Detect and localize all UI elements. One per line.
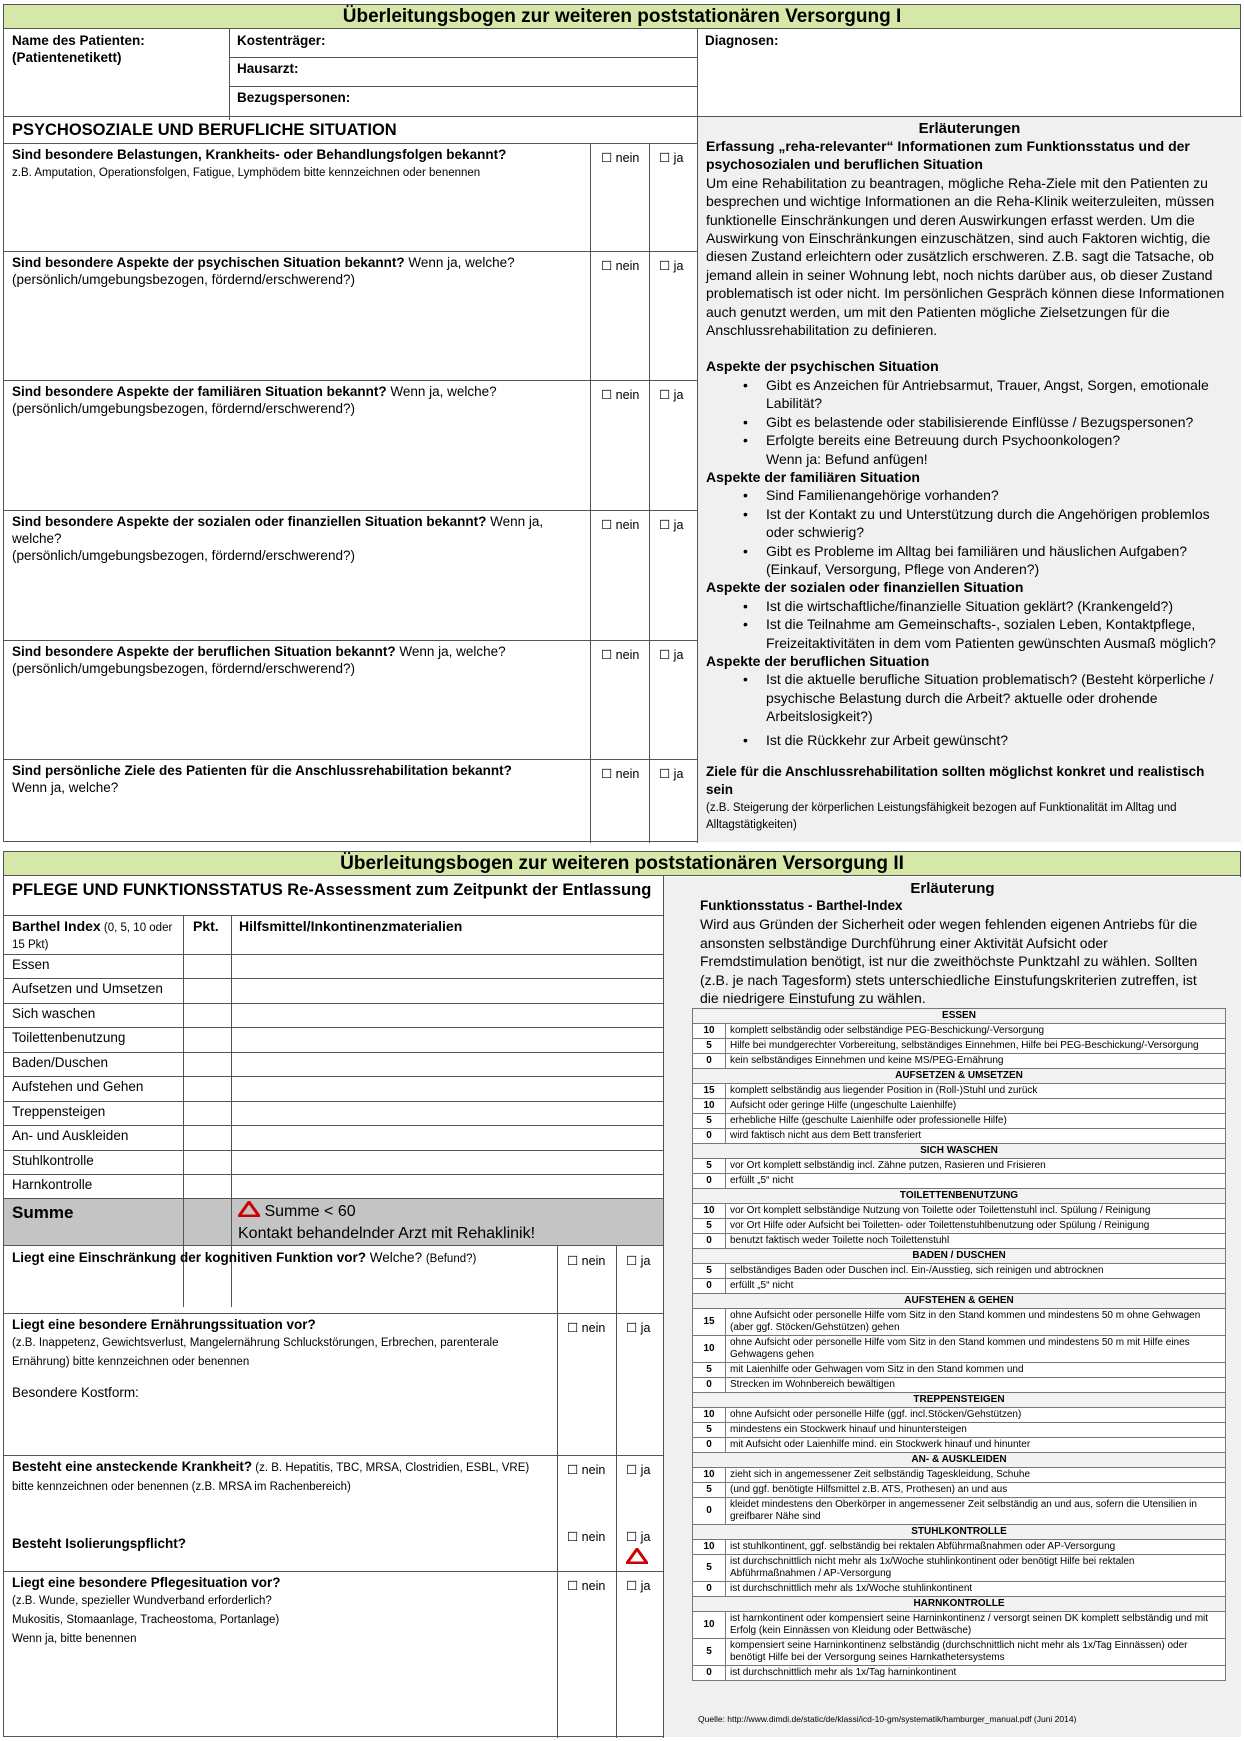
barthel-header: Barthel Index (0, 5, 10 oder 15 Pkt): [12, 918, 173, 951]
description-cell: vor Ort komplett selbständig incl. Zähne putzen, Rasieren und Frisieren: [726, 1159, 1226, 1174]
soz-list: [706, 597, 1233, 652]
points-cell: 10: [693, 1540, 726, 1555]
points-cell: 0: [693, 1279, 726, 1294]
description-cell: ist durchschnittlich nicht mehr als 1x/Woche stuhlinkontinent oder benötigt Hilfe bei rektalen Abführmaßnahmen / AP-Versorgung: [726, 1555, 1226, 1582]
points-cell: 5: [693, 1639, 726, 1666]
summe-label: Summe: [12, 1203, 74, 1222]
barthel-row-waschen: Sich waschen: [12, 1006, 96, 1021]
description-cell: ohne Aufsicht oder personelle Hilfe (ggf. incl.Stöcken/Gehstützen): [726, 1408, 1226, 1423]
list-item: • Erfolgte bereits eine Betreuung durch Psychoonkologen?: [706, 431, 1233, 449]
erlaeuterung-title: Erläuterung: [910, 880, 995, 897]
barthel-row-aufsetzen: Aufsetzen und Umsetzen: [12, 981, 163, 996]
points-cell: 0: [693, 1438, 726, 1453]
description-cell: zieht sich in angemessener Zeit selbständig Tageskleidung, Schuhe: [726, 1468, 1226, 1483]
barthel-row-ankleiden: An- und Auskleiden: [12, 1128, 129, 1143]
table-row: [693, 1309, 1226, 1336]
erlaeuterungen-panel: [698, 117, 1241, 842]
barthel-row-harn: Harnkontrolle: [12, 1177, 93, 1192]
table-row: [693, 1639, 1226, 1666]
points-cell: 10: [693, 1408, 726, 1423]
points-cell: 0: [693, 1174, 726, 1189]
section-heading-cell: HARNKONTROLLE: [693, 1597, 1226, 1612]
list-item: • Ist die wirtschaftliche/finanzielle Situation geklärt? (Krankengeld?): [706, 597, 1233, 615]
section-heading-cell: ESSEN: [693, 1009, 1226, 1024]
section-heading-cell: BADEN / DUSCHEN: [693, 1249, 1226, 1264]
points-cell: 0: [693, 1498, 726, 1525]
table-row: [693, 1612, 1226, 1639]
barthel-row-essen: Essen: [12, 957, 50, 972]
points-cell: 5: [693, 1159, 726, 1174]
checkbox-nein-5[interactable]: ☐ nein: [601, 648, 640, 662]
description-cell: erfüllt „5“ nicht: [726, 1174, 1226, 1189]
table-section-heading: [693, 1525, 1226, 1540]
barthel-row-baden: Baden/Duschen: [12, 1055, 109, 1070]
question-pflege: Liegt eine besondere Pflegesituation vor? (z.B. Wunde, spezieller Wundverband erforderlich? Mukositis, Stomaanlage, Tracheostoma, Portanlage) Wenn ja, bitte benennen: [12, 1575, 281, 1645]
table-row: [693, 1666, 1226, 1681]
table-row: [693, 1099, 1226, 1114]
description-cell: kein selbständiges Einnehmen und keine MS/PEG-Ernährung: [726, 1054, 1226, 1069]
section-heading-cell: TREPPENSTEIGEN: [693, 1393, 1226, 1408]
warning-triangle-icon: [626, 1548, 648, 1569]
points-cell: 0: [693, 1054, 726, 1069]
table-row: [693, 1054, 1226, 1069]
description-cell: Strecken im Wohnbereich bewältigen: [726, 1378, 1226, 1393]
points-cell: 0: [693, 1129, 726, 1144]
psych-extra: Wenn ja: Befund anfügen!: [766, 450, 928, 467]
checkbox-nein-2[interactable]: ☐ nein: [601, 259, 640, 273]
checkbox-nein-ernaehrung[interactable]: ☐ nein: [567, 1321, 606, 1335]
description-cell: komplett selbständig oder selbständige PEG-Beschickung/-Versorgung: [726, 1024, 1226, 1039]
table-row: [693, 1540, 1226, 1555]
question-kognitiv: Liegt eine Einschränkung der kognitiven Funktion vor? Welche? (Befund?): [12, 1250, 477, 1265]
question-belastungen: Sind besondere Belastungen, Krankheits- oder Behandlungsfolgen bekannt? z.B. Amputation, Operationsfolgen, Fatigue, Lymphödem bitte kennzeichnen oder benennen: [12, 147, 507, 179]
question-ernaehrung: Liegt eine besondere Ernährungssituation vor? (z.B. Inappetenz, Gewichtsverlust, Mangelernährung Schluckstörungen, Erbrechen, parenterale Ernährung) bitte kennzeichnen oder benennen: [12, 1317, 499, 1368]
table-row: [693, 1174, 1226, 1189]
checkbox-nein-kognitiv[interactable]: ☐ nein: [567, 1254, 606, 1268]
points-cell: 5: [693, 1555, 726, 1582]
checkbox-nein-isolierung[interactable]: ☐ nein: [567, 1530, 606, 1544]
points-cell: 10: [693, 1099, 726, 1114]
table-row: [693, 1264, 1226, 1279]
table-section-heading: [693, 1597, 1226, 1612]
fam-list: [706, 486, 1233, 578]
bezugspersonen-label: Bezugspersonen:: [237, 90, 351, 105]
table-row: [693, 1159, 1226, 1174]
barthel-row-aufstehen: Aufstehen und Gehen: [12, 1079, 144, 1094]
list-item: • Ist der Kontakt zu und Unterstützung durch die Angehörigen problemlos oder schwierig?: [706, 505, 1233, 542]
barthel-row-treppe: Treppensteigen: [12, 1104, 106, 1119]
question-beruflich: Sind besondere Aspekte der beruflichen Situation bekannt? Wenn ja, welche? (persönlich/umgebungsbezogen, fördernd/erschwerend?): [12, 644, 506, 676]
barthel-row-stuhl: Stuhlkontrolle: [12, 1153, 94, 1168]
table-row: [693, 1039, 1226, 1054]
table-row: [693, 1336, 1226, 1363]
summe-warning: Summe < 60 Kontakt behandelnder Arzt mit Rehaklinik!: [238, 1201, 535, 1244]
checkbox-ja-isolierung[interactable]: ☐ ja: [626, 1530, 651, 1544]
checkbox-nein-pflege[interactable]: ☐ nein: [567, 1579, 606, 1593]
checkbox-ja-3[interactable]: ☐ ja: [659, 388, 684, 402]
hausarzt-label: Hausarzt:: [237, 61, 299, 76]
intro-text: Um eine Rehabilitation zu beantragen, mögliche Reha-Ziele mit den Patienten zu besprechen und wichtige Informationen an die Reha-Klinik weiterzuleiten, müssen funktionelle Einschränkungen und deren Auswirkungen erfasst werden. Um die Auswirkung von Einschränkungen einzuschätzen, sind auch Faktoren wichtig, die diesen Zustand erleichtern oder zusätzlich erschweren. Z.B. sagt die Tatsache, ob jemand allein in seiner Wohnung lebt, noch nichts darüber aus, ob dieser Zustand problematisch ist oder nicht. Im persönlichen Gespräch können diese Informationen auch genutzt werden, um mit den Patienten mögliche Zielsetzungen für die Anschlussrehabilitation zu definieren.: [706, 174, 1225, 339]
question-psychisch: Sind besondere Aspekte der psychischen Situation bekannt? Wenn ja, welche? (persönlich/umgebungsbezogen, fördernd/erschwerend?): [12, 255, 515, 287]
checkbox-nein-1[interactable]: ☐ nein: [601, 151, 640, 165]
checkbox-nein-3[interactable]: ☐ nein: [601, 388, 640, 402]
page-1-title: Überleitungsbogen zur weiteren poststationären Versorgung I: [4, 5, 1240, 29]
description-cell: erhebliche Hilfe (geschulte Laienhilfe oder professionelle Hilfe): [726, 1114, 1226, 1129]
checkbox-ja-2[interactable]: ☐ ja: [659, 259, 684, 273]
checkbox-ja-ernaehrung[interactable]: ☐ ja: [626, 1321, 651, 1335]
description-cell: ist stuhlkontinent, ggf. selbständig bei rektalen Abführmaßnahmen oder AP-Versorgung: [726, 1540, 1226, 1555]
description-cell: ohne Aufsicht oder personelle Hilfe vom Sitz in den Stand kommen und mindestens 50 m ohne Gehwagen (aber ggf. Stöcken/Gehstützen) gehen: [726, 1309, 1226, 1336]
points-cell: 0: [693, 1582, 726, 1597]
table-row: [693, 1555, 1226, 1582]
section-heading-cell: AN- & AUSKLEIDEN: [693, 1453, 1226, 1468]
form-page-2: [3, 851, 1241, 1737]
warning-triangle-icon: [238, 1201, 260, 1223]
points-cell: 5: [693, 1264, 726, 1279]
description-cell: vor Ort Hilfe oder Aufsicht bei Toiletten- oder Toilettenstuhlbenutzung oder Spülung / Reinigung: [726, 1219, 1226, 1234]
form-page-1: [3, 4, 1241, 842]
soz-heading: Aspekte der sozialen oder finanziellen Situation: [706, 579, 1024, 596]
table-row: [693, 1483, 1226, 1498]
points-cell: 0: [693, 1378, 726, 1393]
points-cell: 5: [693, 1219, 726, 1234]
ziele-heading: Ziele für die Anschlussrehabilitation sollten möglichst konkret und realistisch sein: [706, 764, 1205, 798]
kostform-label: Besondere Kostform:: [12, 1385, 139, 1400]
points-cell: 5: [693, 1423, 726, 1438]
question-isolierung: Besteht Isolierungspflicht?: [12, 1536, 187, 1551]
list-item: • Gibt es Anzeichen für Antriebsarmut, Trauer, Angst, Sorgen, emotionale Labilität?: [706, 376, 1233, 413]
psychosocial-section-title: PSYCHOSOZIALE UND BERUFLICHE SITUATION: [12, 121, 397, 139]
table-row: [693, 1408, 1226, 1423]
checkbox-ja-4[interactable]: ☐ ja: [659, 518, 684, 532]
description-cell: Aufsicht oder geringe Hilfe (ungeschulte Laienhilfe): [726, 1099, 1226, 1114]
list-item: • Ist die Rückkehr zur Arbeit gewünscht?: [706, 731, 1233, 749]
table-row: [693, 1363, 1226, 1378]
barthel-info-text: Wird aus Gründen der Sicherheit oder wegen fehlenden eigenen Antriebs für die ansonsten selbständige Durchführung einer Aktivität Aufsicht oder Fremdstimulation benötigt, ist nur die zweithöchste Punktzahl zu wählen. Sollten (z.B. je nach Tagesform) stets unterschiedliche Einstufungskriterien zutreffen, ist die niedrigere Einstufung zu wählen.: [700, 916, 1198, 1007]
checkbox-nein-6[interactable]: ☐ nein: [601, 767, 640, 781]
intro-heading: Erfassung „reha-relevanter“ Informationen zum Funktionsstatus und der psychosozialen und beruflichen Situation: [706, 138, 1190, 173]
barthel-reference-table: [692, 1008, 1226, 1681]
description-cell: ist durchschnittlich mehr als 1x/Tag harninkontinent: [726, 1666, 1226, 1681]
points-cell: 10: [693, 1336, 726, 1363]
points-cell: 10: [693, 1468, 726, 1483]
points-cell: 10: [693, 1204, 726, 1219]
source-note: Quelle: http://www.dimdi.de/static/de/klassi/icd-10-gm/systematik/hamburger_manual.pdf (Juni 2014): [698, 1714, 1077, 1724]
patient-label-sub: (Patientenetikett): [12, 50, 122, 65]
fam-heading: Aspekte der familiären Situation: [706, 468, 920, 485]
points-cell: 0: [693, 1234, 726, 1249]
description-cell: erfüllt „5“ nicht: [726, 1279, 1226, 1294]
description-cell: ist durchschnittlich mehr als 1x/Woche stuhlinkontinent: [726, 1582, 1226, 1597]
points-cell: 5: [693, 1114, 726, 1129]
description-cell: kompensiert seine Harninkontinenz selbständig (durchschnittlich nicht mehr als 1x/Tag Einnässen) oder benötigt Hilfe bei der Versorgung seines Harnkathetersystems: [726, 1639, 1226, 1666]
description-cell: mindestens ein Stockwerk hinauf und hinuntersteigen: [726, 1423, 1226, 1438]
table-section-heading: [693, 1249, 1226, 1264]
pkt-header: Pkt.: [193, 918, 219, 934]
beruf-list: [706, 670, 1233, 749]
table-section-heading: [693, 1144, 1226, 1159]
table-row: [693, 1204, 1226, 1219]
section-heading-cell: SICH WASCHEN: [693, 1144, 1226, 1159]
table-row: [693, 1468, 1226, 1483]
checkbox-ja-1[interactable]: ☐ ja: [659, 151, 684, 165]
checkbox-ja-6[interactable]: ☐ ja: [659, 767, 684, 781]
barthel-info-heading: Funktionsstatus - Barthel-Index: [700, 898, 903, 913]
patient-name-label: Name des Patienten:: [12, 33, 145, 48]
table-row: [693, 1378, 1226, 1393]
table-section-heading: [693, 1189, 1226, 1204]
section-heading-cell: AUFSETZEN & UMSETZEN: [693, 1069, 1226, 1084]
description-cell: ist harnkontinent oder kompensiert seine Harninkontinenz / versorgt seinen DK komplett selbständig und mit Erfolg (kein Einnässen von Kleidung oder Bettwäsche): [726, 1612, 1226, 1639]
page-2-title: Überleitungsbogen zur weiteren poststationären Versorgung II: [4, 852, 1240, 876]
checkbox-nein-ansteckend[interactable]: ☐ nein: [567, 1463, 606, 1477]
checkbox-ja-ansteckend[interactable]: ☐ ja: [626, 1463, 651, 1477]
description-cell: komplett selbständig aus liegender Position in (Roll-)Stuhl und zurück: [726, 1084, 1226, 1099]
section-heading-cell: AUFSTEHEN & GEHEN: [693, 1294, 1226, 1309]
hilfsmittel-header: Hilfsmittel/Inkontinenzmaterialien: [239, 918, 463, 934]
table-row: [693, 1024, 1226, 1039]
points-cell: 5: [693, 1363, 726, 1378]
description-cell: wird faktisch nicht aus dem Bett transferiert: [726, 1129, 1226, 1144]
list-item: • Gibt es Probleme im Alltag bei familiären und häuslichen Aufgaben? (Einkauf, Versorgung, Pflege von Anderen?): [706, 542, 1233, 579]
points-cell: 15: [693, 1084, 726, 1099]
table-section-heading: [693, 1393, 1226, 1408]
question-sozial: Sind besondere Aspekte der sozialen oder finanziellen Situation bekannt? Wenn ja, welche? (persönlich/umgebungsbezogen, fördernd/erschwerend?): [12, 514, 544, 563]
table-section-heading: [693, 1294, 1226, 1309]
points-cell: 5: [693, 1483, 726, 1498]
description-cell: benutzt faktisch weder Toilette noch Toilettenstuhl: [726, 1234, 1226, 1249]
points-cell: 15: [693, 1309, 726, 1336]
checkbox-nein-4[interactable]: ☐ nein: [601, 518, 640, 532]
barthel-row-toilette: Toilettenbenutzung: [12, 1030, 126, 1045]
list-item: • Ist die Teilnahme am Gemeinschafts-, sozialen Leben, Kontaktpflege, Freizeitaktivitäten in dem vom Patienten gewünschten Ausmaß möglich?: [706, 615, 1233, 652]
table-section-heading: [693, 1009, 1226, 1024]
diagnosen-label: Diagnosen:: [705, 33, 779, 48]
description-cell: selbständiges Baden oder Duschen incl. Ein-/Ausstieg, sich reinigen und abtrocknen: [726, 1264, 1226, 1279]
description-cell: mit Aufsicht oder Laienhilfe mind. ein Stockwerk hinauf und hinunter: [726, 1438, 1226, 1453]
table-row: [693, 1279, 1226, 1294]
description-cell: (und ggf. benötigte Hilfsmittel z.B. ATS, Prothesen) an und aus: [726, 1483, 1226, 1498]
description-cell: mit Laienhilfe oder Gehwagen vom Sitz in den Stand kommen und: [726, 1363, 1226, 1378]
psych-heading: Aspekte der psychischen Situation: [706, 358, 939, 375]
section-heading-cell: STUHLKONTROLLE: [693, 1525, 1226, 1540]
table-section-heading: [693, 1069, 1226, 1084]
table-row: [693, 1114, 1226, 1129]
psych-list: [706, 376, 1233, 450]
table-row: [693, 1438, 1226, 1453]
checkbox-ja-pflege[interactable]: ☐ ja: [626, 1579, 651, 1593]
points-cell: 10: [693, 1024, 726, 1039]
table-row: [693, 1129, 1226, 1144]
description-cell: kleidet mindestens den Oberkörper in angemessener Zeit selbständig an und aus, sofern die Utensilien in greifbarer Nähe sind: [726, 1498, 1226, 1525]
list-item: • Ist die aktuelle berufliche Situation problematisch? (Besteht körperliche / psychische Belastung durch die Arbeit? aktuelle oder drohende Arbeitslosigkeit?): [706, 670, 1233, 725]
question-ansteckend: Besteht eine ansteckende Krankheit? (z. B. Hepatitis, TBC, MRSA, Clostridien, ESBL, VRE) bitte kennzeichnen oder benennen (z.B. MRSA im Rachenbereich): [12, 1459, 530, 1493]
table-row: [693, 1498, 1226, 1525]
table-row: [693, 1219, 1226, 1234]
table-row: [693, 1423, 1226, 1438]
table-section-heading: [693, 1453, 1226, 1468]
table-row: [693, 1084, 1226, 1099]
list-item: • Sind Familienangehörige vorhanden?: [706, 486, 1233, 504]
description-cell: Hilfe bei mundgerechter Vorbereitung, selbständiges Einnehmen, Hilfe bei PEG-Beschickung/-Versorgung: [726, 1039, 1226, 1054]
question-familiaer: Sind besondere Aspekte der familiären Situation bekannt? Wenn ja, welche? (persönlich/umgebungsbezogen, fördernd/erschwerend?): [12, 384, 497, 416]
ziele-text: (z.B. Steigerung der körperlichen Leistungsfähigkeit bezogen auf Funktionalität im Alltag und Alltagstätigkeiten): [706, 801, 1177, 831]
erlaeuterungen-title: Erläuterungen: [918, 120, 1021, 137]
points-cell: 10: [693, 1612, 726, 1639]
list-item: • Gibt es belastende oder stabilisierende Einflüsse / Bezugspersonen?: [706, 413, 1233, 431]
checkbox-ja-kognitiv[interactable]: ☐ ja: [626, 1254, 651, 1268]
kostentraeger-label: Kostenträger:: [237, 33, 326, 48]
points-cell: 0: [693, 1666, 726, 1681]
description-cell: vor Ort komplett selbständige Nutzung von Toilette oder Toilettenstuhl incl. Spülung / Reinigung: [726, 1204, 1226, 1219]
question-ziele: Sind persönliche Ziele des Patienten für die Anschlussrehabilitation bekannt? Wenn ja, welche?: [12, 763, 512, 795]
checkbox-ja-5[interactable]: ☐ ja: [659, 648, 684, 662]
section-heading-cell: TOILETTENBENUTZUNG: [693, 1189, 1226, 1204]
table-row: [693, 1582, 1226, 1597]
pflege-section-title: PFLEGE UND FUNKTIONSSTATUS Re-Assessment zum Zeitpunkt der Entlassung: [12, 881, 652, 899]
points-cell: 5: [693, 1039, 726, 1054]
description-cell: ohne Aufsicht oder personelle Hilfe vom Sitz in den Stand kommen und mindestens 50 m mit Hilfe eines Gehwagens gehen: [726, 1336, 1226, 1363]
table-row: [693, 1234, 1226, 1249]
beruf-heading: Aspekte der beruflichen Situation: [706, 652, 930, 669]
